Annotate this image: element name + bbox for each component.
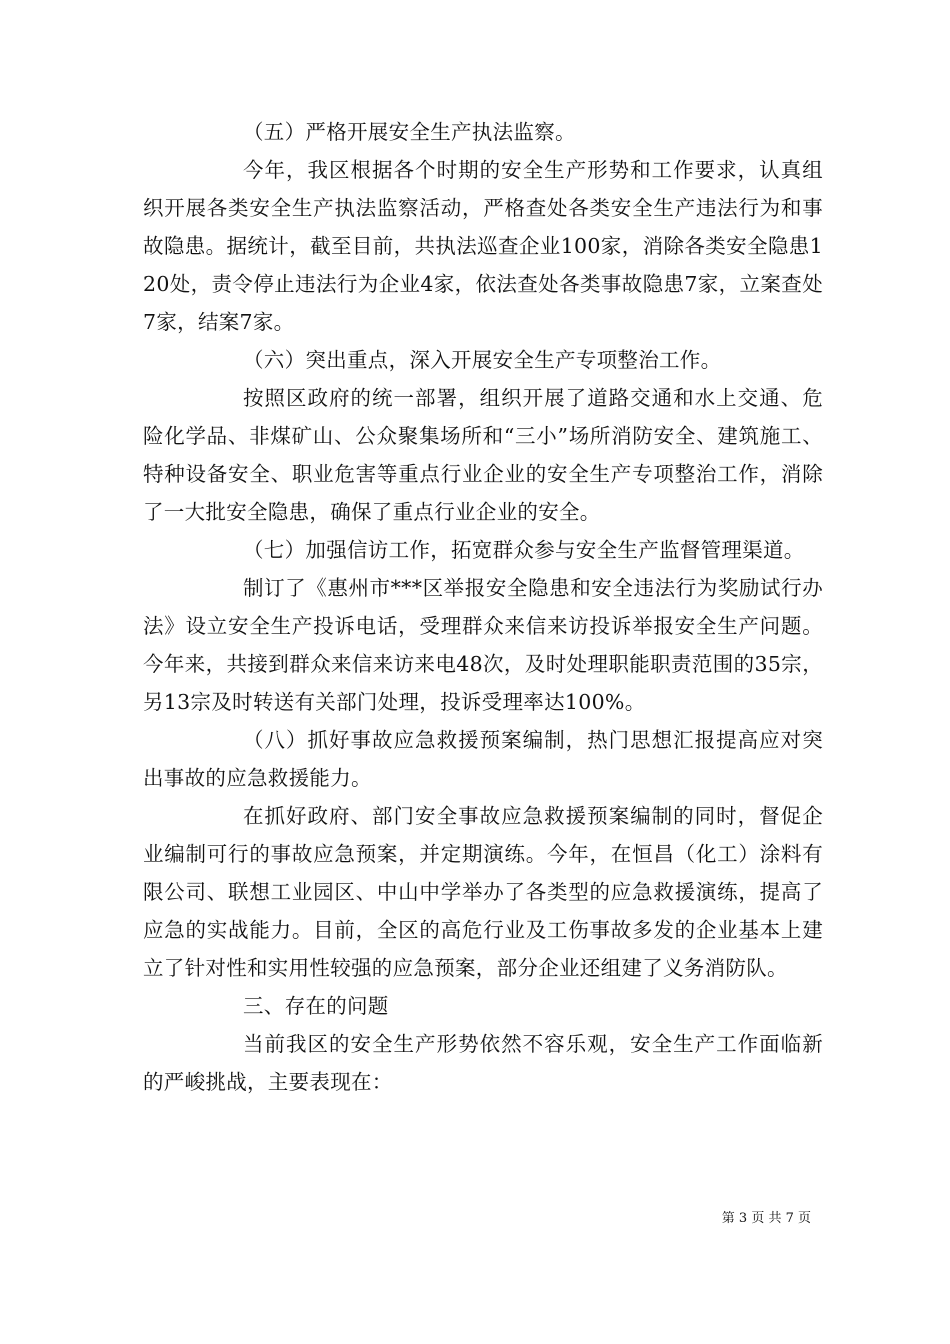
paragraph-enforcement: 今年，我区根据各个时期的安全生产形势和工作要求，认真组织开展各类安全生产执法监察活动，严格查处各类安全生产违法行为和事故隐患。据统计，截至目前，共执法巡查企业100家，消除各类安全隐患120处，责令停止违法行为企业4家，依法查处各类事故隐患7家，立案查处7家，结案7家。: [143, 158, 823, 334]
paragraph-petition-work: 制订了《惠州市***区举报安全隐患和安全违法行为奖励试行办法》设立安全生产投诉电话，受理群众来信来访投诉举报安全生产问题。今年来，共接到群众来信来访来电48次，及时处理职能职责范围的35宗，另13宗及时转送有关部门处理，投诉受理率达100%。: [143, 576, 823, 714]
section-heading-7: （七）加强信访工作，拓宽群众参与安全生产监督管理渠道。: [243, 538, 805, 562]
section-heading-5: （五）严格开展安全生产执法监察。: [243, 120, 576, 144]
paragraph-emergency-plans: 在抓好政府、部门安全事故应急救援预案编制的同时，督促企业编制可行的事故应急预案，并定期演练。今年，在恒昌（化工）涂料有限公司、联想工业园区、中山中学举办了各类型的应急救援演练，提高了应急的实战能力。目前，全区的高危行业及工伤事故多发的企业基本上建立了针对性和实用性较强的应急预案，部分企业还组建了义务消防队。: [143, 804, 823, 980]
section-heading-6: （六）突出重点，深入开展安全生产专项整治工作。: [243, 348, 722, 372]
section-heading-8: （八）抓好事故应急救援预案编制，热门思想汇报提高应对突出事故的应急救援能力。: [143, 728, 823, 790]
paragraph-current-situation: 当前我区的安全生产形势依然不容乐观，安全生产工作面临新的严峻挑战，主要表现在：: [143, 1032, 823, 1094]
paragraph-special-rectification: 按照区政府的统一部署，组织开展了道路交通和水上交通、危险化学品、非煤矿山、公众聚集场所和“三小”场所消防安全、建筑施工、特种设备安全、职业危害等重点行业企业的安全生产专项整治工作，消除了一大批安全隐患，确保了重点行业企业的安全。: [143, 386, 823, 524]
document-body: [143, 113, 823, 1101]
page-number-footer: 第 3 页 共 7 页: [721, 1211, 811, 1226]
section-heading-problems: 三、存在的问题: [243, 994, 389, 1018]
